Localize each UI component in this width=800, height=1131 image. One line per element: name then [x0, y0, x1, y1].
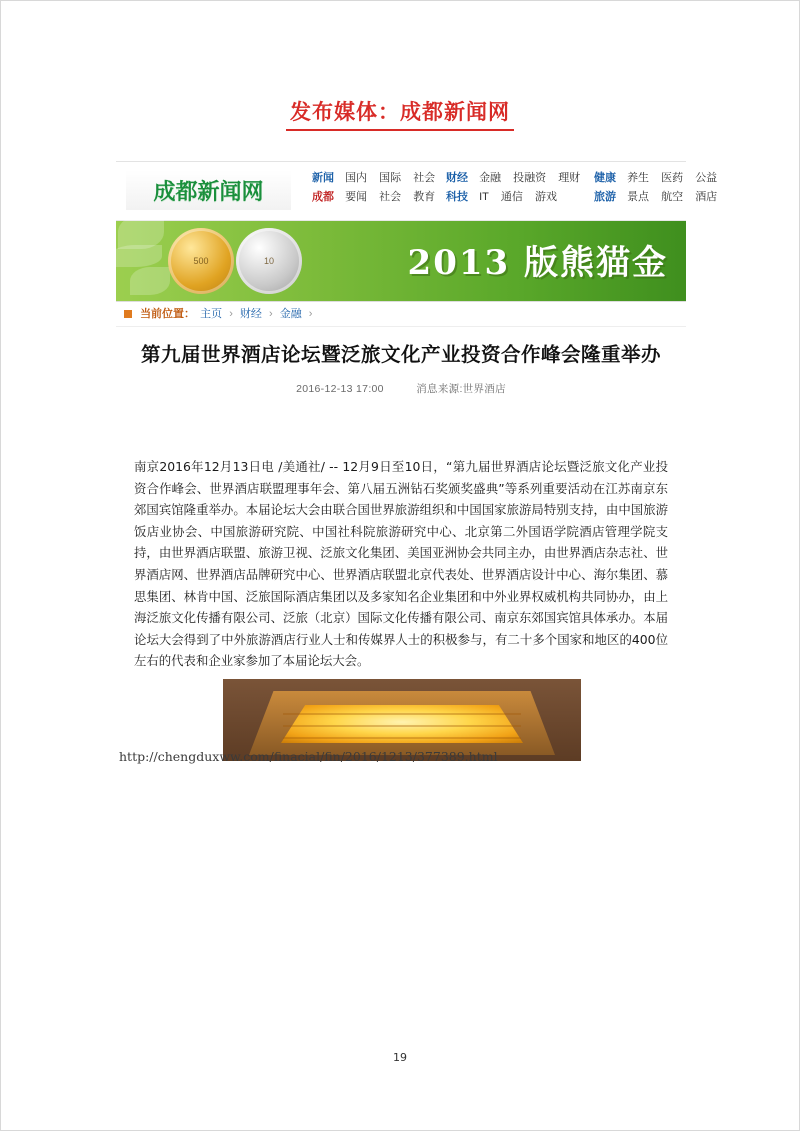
nav-item-wealth[interactable]: 理财 [558, 172, 581, 184]
breadcrumb-bullet-icon [124, 310, 132, 318]
nav-row-finance [446, 169, 589, 188]
nav-item-hotels[interactable]: 酒店 [695, 191, 718, 203]
nav-category-chengdu[interactable]: 成都 [312, 191, 334, 203]
article-body: 南京2016年12月13日电 /美通社/ -- 12月9日至10日，“第九届世界酒店论坛暨泛旅文化产业投资合作峰会、世界酒店联盟理事年会、第八届五洲钻石奖颁奖盛典”等系列重要活动在江苏南京东郊国宾馆隆重举办。本届论坛大会由联合国世界旅游组织和中国国家旅游局特别支持，由中国旅游饭店业协会、中国旅游研究院、中国社科院旅游研究中心、北京第二外国语学院酒店管理学院支持，由世界酒店联盟、旅游卫视、泛旅文化集团、美国亚洲协会共同主办，由世界酒店杂志社、世界酒店网、世界酒店品牌研究中心、世界酒店联盟北京代表处、世界酒店设计中心、海尔集团、慕思集团、林肯中国、泛旅国际酒店集团以及多家知名企业集团和中外业界权威机构共同协办，由上海泛旅文化传播有限公司、泛旅（北京）国际文化传播有限公司、南京东郊国宾馆具体承办。本届论坛大会得到了中外旅游酒店行业人士和传媒界人士的积极参与，有二十多个国家和地区的400位左右的代表和企业家参加了本届论坛大会。 [134, 459, 668, 669]
nav-item-it[interactable]: IT [479, 191, 489, 203]
nav-item-investment[interactable]: 投融资 [513, 172, 547, 184]
article-meta [126, 381, 676, 396]
document-heading-text: 发布媒体：成都新闻网 [286, 95, 514, 131]
nav-item-charity[interactable]: 公益 [695, 172, 718, 184]
breadcrumb-item-finance[interactable]: 财经 [239, 308, 262, 320]
site-logo[interactable] [126, 170, 291, 210]
banner-silver-coin-label: 10 [263, 256, 275, 266]
nav-row-news [312, 169, 444, 188]
nav-row-health [594, 169, 726, 188]
banner-silver-coin [236, 228, 302, 294]
breadcrumb-item-banking[interactable]: 金融 [279, 308, 302, 320]
breadcrumb-item-home[interactable]: 主页 [200, 308, 223, 320]
nav-item-games[interactable]: 游戏 [534, 191, 557, 203]
breadcrumb-separator-2: › [268, 308, 273, 320]
nav-item-society[interactable]: 社会 [413, 172, 436, 184]
nav-column-finance [446, 169, 589, 207]
nav-item-domestic[interactable]: 国内 [345, 172, 368, 184]
source-url[interactable]: http://chengduxww.com/finacial/fin/2016/1213/377389.html [119, 749, 498, 764]
photo-slat-1 [283, 713, 521, 715]
site-banner[interactable] [116, 221, 686, 302]
nav-column-health [594, 169, 726, 207]
nav-category-tech[interactable]: 科技 [446, 191, 468, 203]
article-title: 第九届世界酒店论坛暨泛旅文化产业投资合作峰会隆重举办 [140, 343, 661, 366]
nav-row-tech [446, 188, 589, 207]
article-header [116, 327, 686, 402]
breadcrumb-separator-3: › [308, 308, 313, 320]
page-number: 19 [393, 1051, 407, 1064]
nav-item-local-society[interactable]: 社会 [379, 191, 402, 203]
site-header [116, 161, 718, 221]
site-logo-text: 成都新闻网 [153, 179, 264, 205]
breadcrumb-separator-1: › [229, 308, 233, 320]
nav-item-education[interactable]: 教育 [413, 191, 436, 203]
nav-category-health[interactable]: 健康 [594, 172, 616, 184]
nav-item-headline[interactable]: 要闻 [345, 191, 368, 203]
photo-slat-3 [283, 737, 521, 739]
nav-row-travel [594, 188, 726, 207]
nav-column-news [312, 169, 444, 207]
article-date: 2016-12-13 17:00 [296, 383, 384, 395]
nav-item-wellness[interactable]: 养生 [627, 172, 650, 184]
breadcrumb [116, 302, 686, 327]
article-source: 消息来源:世界酒店 [416, 383, 506, 395]
nav-item-attractions[interactable]: 景点 [627, 191, 650, 203]
banner-gold-coin-label: 500 [193, 256, 209, 266]
nav-item-telecom[interactable]: 通信 [500, 191, 523, 203]
nav-item-medicine[interactable]: 医药 [661, 172, 684, 184]
banner-title: 2013 版熊猫金 [407, 243, 668, 283]
photo-slat-2 [283, 725, 521, 727]
nav-item-banking[interactable]: 金融 [479, 172, 502, 184]
breadcrumb-label: 当前位置： [140, 308, 196, 320]
nav-item-international[interactable]: 国际 [379, 172, 402, 184]
nav-category-travel[interactable]: 旅游 [594, 191, 616, 203]
nav-category-news[interactable]: 新闻 [312, 172, 334, 184]
document-heading [1, 95, 799, 131]
nav-row-chengdu [312, 188, 444, 207]
webpage-screenshot [116, 161, 718, 402]
banner-gold-coin [168, 228, 234, 294]
nav-category-finance[interactable]: 财经 [446, 172, 468, 184]
nav-item-aviation[interactable]: 航空 [661, 191, 684, 203]
